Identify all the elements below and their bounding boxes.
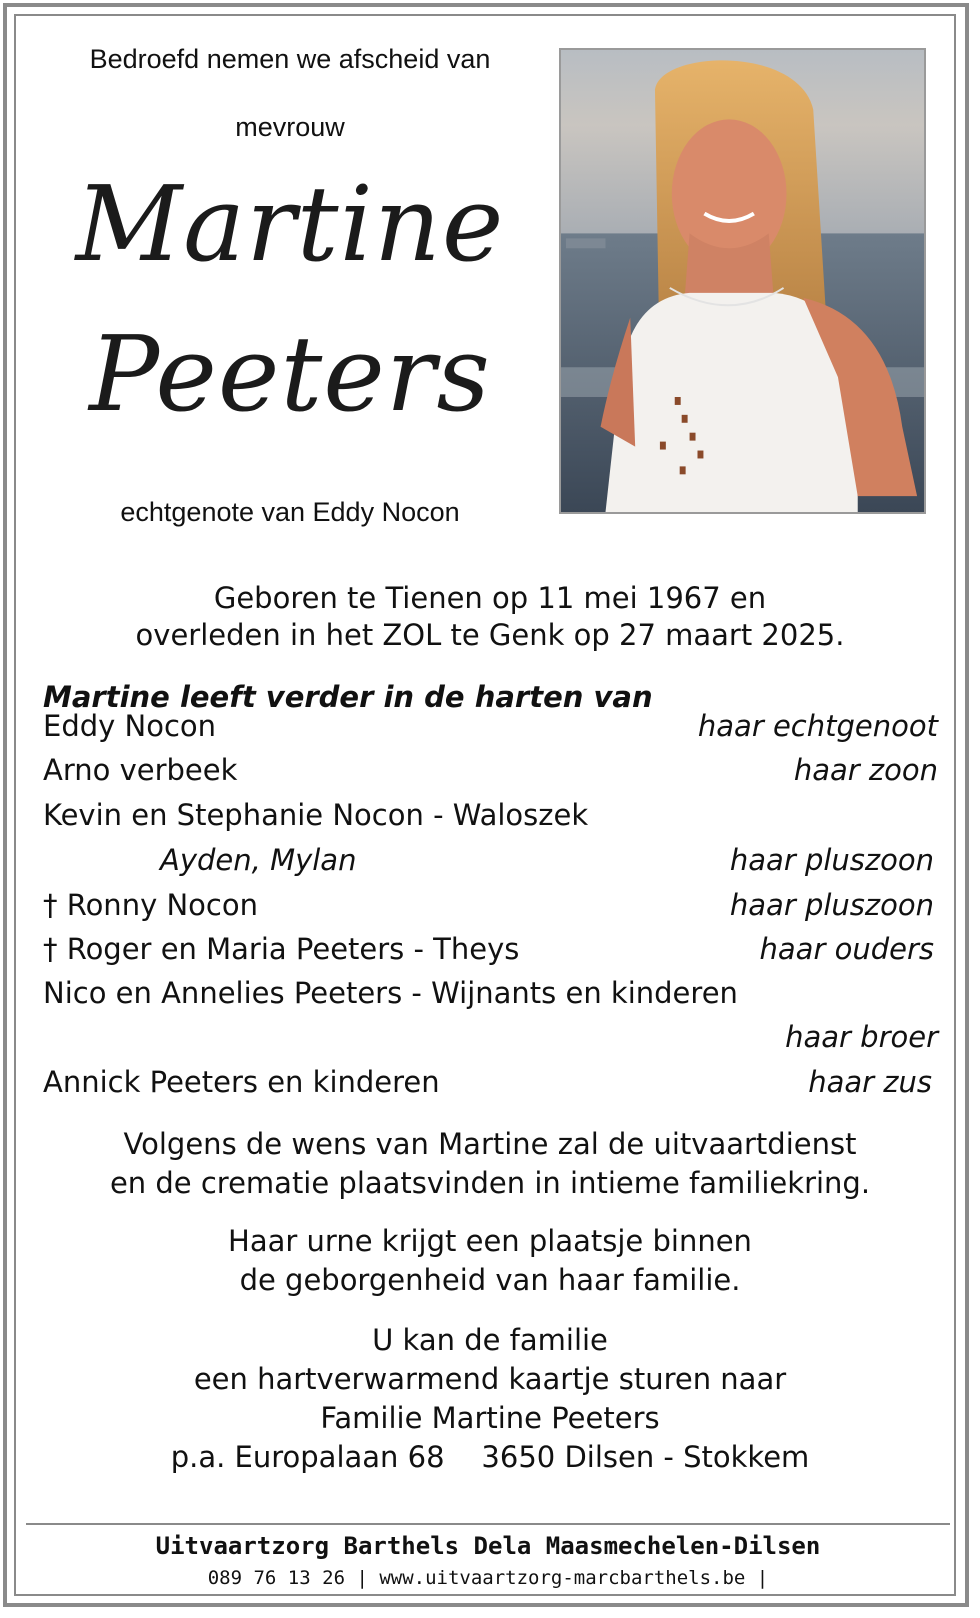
- portrait-photo-icon: [561, 50, 924, 512]
- ceremony-line: Volgens de wens van Martine zal de uitvaartdienst: [123, 1127, 857, 1161]
- family-relation: haar broer: [785, 1020, 938, 1054]
- contact-address: p.a. Europalaan 68 3650 Dilsen - Stokkem: [170, 1440, 810, 1474]
- contact-line: U kan de familie: [372, 1323, 608, 1357]
- title-mevrouw: mevrouw: [235, 112, 345, 142]
- family-relation: haar pluszoon: [729, 888, 934, 922]
- family-member-name: † Ronny Nocon: [43, 888, 258, 922]
- funeral-home-name: Uitvaartzorg Barthels Dela Maasmechelen-Dilsen: [155, 1532, 821, 1560]
- first-name: Martine: [75, 163, 505, 285]
- intro-line: Bedroefd nemen we afscheid van: [89, 44, 491, 74]
- family-relation: haar zus: [808, 1065, 932, 1099]
- spouse-line: echtgenote van Eddy Nocon: [120, 497, 460, 527]
- birth-line: Geboren te Tienen op 11 mei 1967 en: [213, 581, 767, 615]
- family-relation: haar echtgenoot: [697, 709, 938, 743]
- family-heading: Martine leeft verder in de harten van: [43, 680, 653, 714]
- footer-divider: [26, 1523, 950, 1525]
- family-member-name: Annick Peeters en kinderen: [43, 1065, 440, 1099]
- family-member-name: Ayden, Mylan: [160, 843, 357, 877]
- contact-line: een hartverwarmend kaartje sturen naar: [193, 1362, 787, 1396]
- urn-line: Haar urne krijgt een plaatsje binnen: [228, 1224, 752, 1258]
- family-member-name: Kevin en Stephanie Nocon - Waloszek: [43, 798, 589, 832]
- death-line: overleden in het ZOL te Genk op 27 maart 2025.: [135, 618, 845, 652]
- family-relation: haar zoon: [793, 753, 938, 787]
- family-member-name: Arno verbeek: [43, 753, 238, 787]
- portrait-photo: [559, 48, 926, 514]
- last-name: Peeters: [89, 313, 491, 435]
- family-relation: haar ouders: [759, 932, 934, 966]
- funeral-home-contact: 089 76 13 26 | www.uitvaartzorg-marcbarthels.be |: [207, 1567, 769, 1589]
- contact-line: Familie Martine Peeters: [320, 1401, 660, 1435]
- urn-line: de geborgenheid van haar familie.: [239, 1263, 741, 1297]
- ceremony-line: en de crematie plaatsvinden in intieme familiekring.: [109, 1166, 871, 1200]
- family-member-name: † Roger en Maria Peeters - Theys: [43, 932, 520, 966]
- family-member-name: Nico en Annelies Peeters - Wijnants en kinderen: [43, 976, 738, 1010]
- family-relation: haar pluszoon: [729, 843, 934, 877]
- family-member-name: Eddy Nocon: [43, 709, 217, 743]
